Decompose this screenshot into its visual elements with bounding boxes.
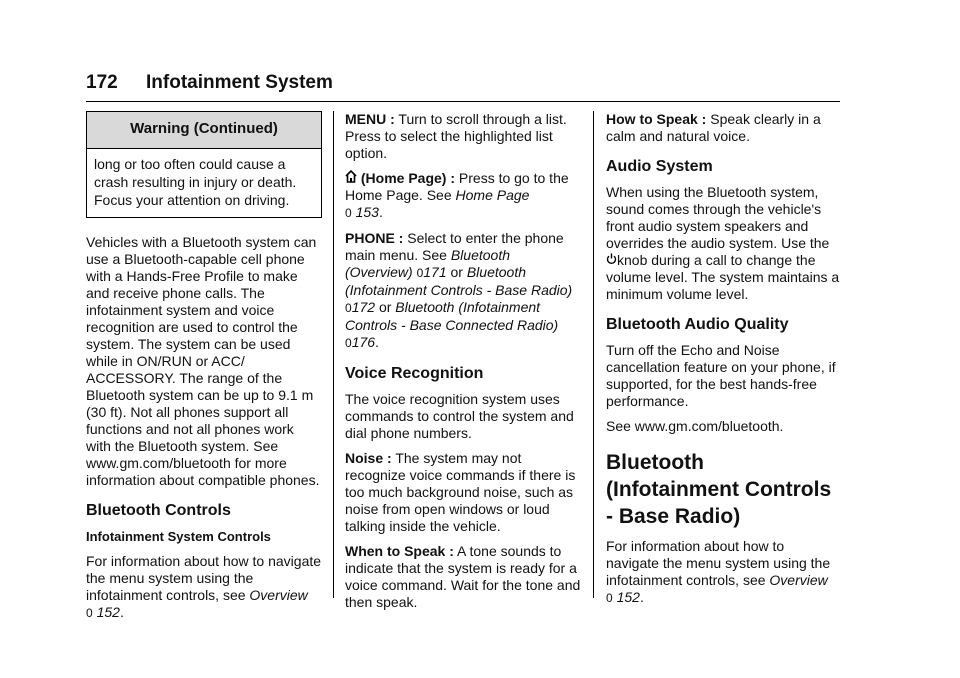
page-ref-icon: 0 bbox=[416, 266, 424, 280]
audio-paragraph bbox=[606, 184, 840, 303]
how-label: How to Speak : bbox=[606, 111, 707, 127]
audio-text: When using the Bluetooth system, sound comes through the vehicle's front audio system speakers and overrides the audio system. Use the bbox=[606, 184, 830, 251]
page-ref-icon: 0 bbox=[606, 591, 613, 605]
warning-text: long or too often could cause a crash resulting in injury or death. Focus your attention on driving. bbox=[94, 156, 297, 208]
page-ref-icon: 0 bbox=[86, 606, 93, 620]
how-to-speak-paragraph bbox=[606, 111, 840, 145]
quality-paragraph: Turn off the Echo and Noise cancellation feature on your phone, if supported, for the best hands-free performance. bbox=[606, 342, 836, 409]
voice-paragraph: The voice recognition system uses commands to control the system and dial phone numbers. bbox=[345, 391, 574, 441]
column-2 bbox=[345, 111, 581, 619]
menu-text: Turn to scroll through a list. Press to select the highlighted list option. bbox=[345, 111, 567, 161]
bluetooth-base-radio-link[interactable]: Bluetooth (Infotainment Controls - Base Radio) bbox=[345, 264, 573, 298]
page-ref[interactable]: 152 bbox=[96, 604, 120, 620]
page-number: 172 bbox=[86, 72, 118, 93]
bluetooth-connected-radio-link[interactable]: Bluetooth (Infotainment Controls - Base Connected Radio) bbox=[345, 299, 559, 333]
page-ref[interactable]: 172 bbox=[351, 299, 376, 315]
section-title: Infotainment System bbox=[146, 72, 333, 93]
page-ref[interactable]: 176 bbox=[351, 334, 376, 350]
controls-paragraph: For information about how to navigate the menu system using the infotainment controls, see Overview 0 152. bbox=[86, 553, 322, 620]
column-1 bbox=[86, 111, 322, 630]
warning-box bbox=[86, 111, 322, 218]
menu-paragraph bbox=[345, 111, 581, 162]
home-text: Press to go to the Home Page. See bbox=[345, 170, 569, 203]
audio-text-2: knob during a call to change the volume level. The system maintains a minimum volume level. bbox=[606, 252, 840, 302]
bluetooth-overview-link[interactable]: Bluetooth (Overview) bbox=[345, 247, 511, 280]
home-icon bbox=[345, 170, 357, 187]
noise-label: Noise : bbox=[345, 450, 392, 466]
audio-system-heading: Audio System bbox=[606, 158, 713, 175]
final-paragraph: For information about how to navigate the menu system using the infotainment controls, see Overview 0 152. bbox=[606, 538, 831, 605]
main-section-heading: Bluetooth (Infotainment Controls - Base Radio) bbox=[606, 451, 832, 528]
noise-paragraph bbox=[345, 450, 581, 535]
controls-text: For information about how to navigate the menu system using the infotainment controls, see bbox=[86, 553, 322, 603]
power-icon bbox=[606, 252, 617, 269]
voice-recognition-heading: Voice Recognition bbox=[345, 365, 484, 382]
warning-title: Warning (Continued) bbox=[87, 112, 321, 149]
intro-paragraph: Vehicles with a Bluetooth system can use a Bluetooth-capable cell phone with a Hands-Free Profile to make and receive phone calls. The infotainment system and voice recognition are used to control the system. The system can be used while in ON/RUN or ACC/ ACCESSORY. The range of the Bluetooth system can be up to 9.1 m (30 ft). Not all phones support all functions and not all phones work with the Bluetooth system. See www.gm.com/bluetooth for more information about compatible phones. bbox=[86, 234, 320, 488]
menu-label: MENU : bbox=[345, 111, 395, 127]
phone-label: PHONE : bbox=[345, 230, 404, 246]
phone-text: Select to enter the phone main menu. See bbox=[345, 230, 564, 263]
page-ref-icon: 0 bbox=[345, 206, 352, 220]
page-ref-icon: 0 bbox=[345, 301, 352, 315]
column-3 bbox=[606, 111, 840, 615]
overview-link[interactable]: Overview bbox=[249, 587, 308, 603]
column-divider bbox=[593, 111, 594, 598]
final-text: For information about how to navigate the menu system using the infotainment controls, see bbox=[606, 538, 831, 588]
noise-text: The system may not recognize voice commands if there is too much background noise, such as noise from open windows or loud talking inside the vehicle. bbox=[345, 450, 576, 534]
infotainment-controls-subheading: Infotainment System Controls bbox=[86, 529, 271, 544]
column-divider bbox=[333, 111, 334, 598]
when-label: When to Speak : bbox=[345, 543, 454, 559]
header-rule bbox=[86, 101, 840, 102]
when-text: A tone sounds to indicate that the system is ready for a voice command. Wait for the tone and then speak. bbox=[345, 543, 581, 610]
home-paragraph: (Home Page) : Press to go to the Home Page. See Home Page 0 153. bbox=[345, 170, 569, 220]
page-ref[interactable]: 171 bbox=[423, 264, 447, 280]
page-ref[interactable]: 152 bbox=[616, 589, 640, 605]
bluetooth-controls-heading: Bluetooth Controls bbox=[86, 502, 231, 519]
when-to-speak-paragraph bbox=[345, 543, 581, 611]
see-website-paragraph: See www.gm.com/bluetooth. bbox=[606, 418, 784, 434]
home-page-link[interactable]: Home Page bbox=[455, 187, 530, 203]
page-ref[interactable]: 153 bbox=[355, 204, 379, 220]
page-header bbox=[86, 72, 840, 100]
overview-link[interactable]: Overview bbox=[769, 572, 828, 588]
page-ref-icon: 0 bbox=[345, 336, 352, 350]
how-text: Speak clearly in a calm and natural voice. bbox=[606, 111, 821, 144]
phone-paragraph: PHONE : Select to enter the phone main menu. See Bluetooth (Overview) 0171 or Bluetooth (Infotainment Controls - Base Radio) 0172 or Bluetooth (Infotainment Controls - Base Connected Radio) 0176. bbox=[345, 230, 573, 350]
home-label: (Home Page) : bbox=[360, 170, 456, 186]
audio-quality-heading: Bluetooth Audio Quality bbox=[606, 316, 789, 333]
